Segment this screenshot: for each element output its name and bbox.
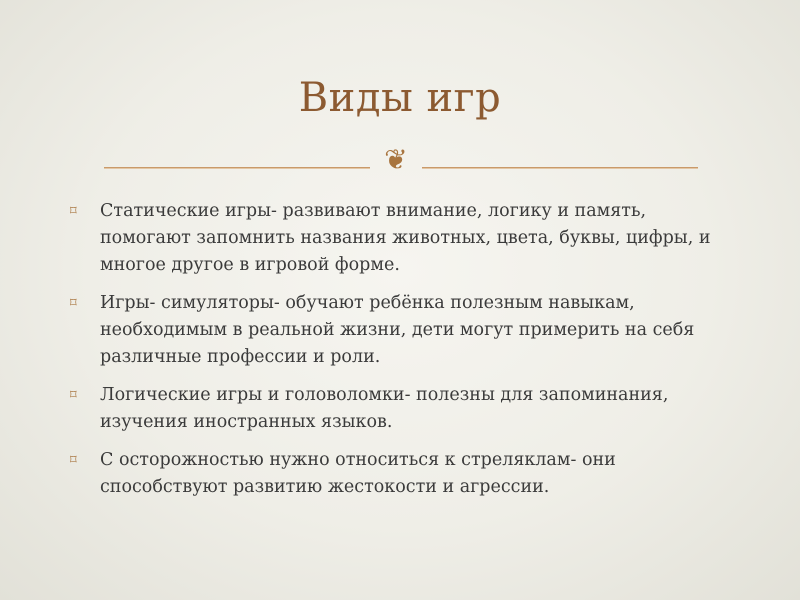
bullet-item xyxy=(70,447,740,501)
ornament-icon: ❦ xyxy=(384,143,408,176)
divider-line-right xyxy=(422,167,698,169)
bullet-list xyxy=(70,198,740,512)
divider-line-left xyxy=(104,167,370,169)
bullet-item xyxy=(70,382,740,436)
bullet-text: Логические игры и головоломки- полезны для запоминания, изучения иностранных языков. xyxy=(100,385,669,432)
title-divider xyxy=(104,145,698,175)
bullet-marker-icon: ⌑ xyxy=(70,296,77,311)
slide-title: Виды игр xyxy=(298,75,502,121)
bullet-text: Игры- симуляторы- обучают ребёнка полезным навыкам, необходимым в реальной жизни, дети могут примерить на себя различные профессии и роли. xyxy=(100,293,695,367)
bullet-marker-icon: ⌑ xyxy=(70,204,77,219)
bullet-text: С осторожностью нужно относиться к стреляклам- они способствуют развитию жестокости и агрессии. xyxy=(100,450,616,497)
bullet-marker-icon: ⌑ xyxy=(70,388,77,403)
bullet-item xyxy=(70,198,740,279)
bullet-marker-icon: ⌑ xyxy=(70,453,77,468)
bullet-item xyxy=(70,290,740,371)
bullet-text: Статические игры- развивают внимание, логику и память, помогают запомнить названия животных, цвета, буквы, цифры, и многое другое в игровой форме. xyxy=(100,201,711,275)
